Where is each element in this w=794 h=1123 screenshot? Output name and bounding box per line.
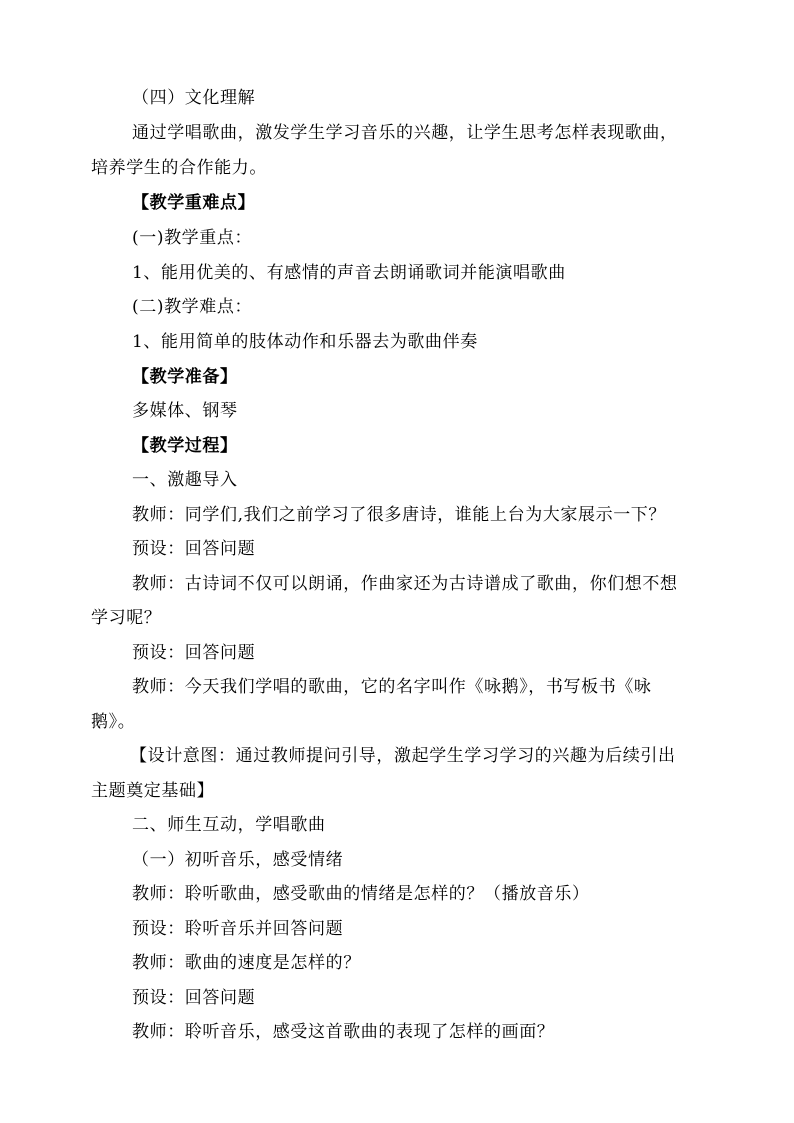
dialogue-line: 预设：回答问题 [132,643,256,663]
paragraph-line: 多媒体、钢琴 [132,401,238,421]
subheading-key-point: (一)教学重点： [132,228,253,248]
paragraph-line: 通过学唱歌曲，激发学生学习音乐的兴趣，让学生思考怎样表现歌曲， [132,123,678,143]
section-heading-interaction: 二、师生互动，学唱歌曲 [132,815,326,835]
dialogue-line: 教师：聆听歌曲，感受歌曲的情绪是怎样的？（播放音乐） [132,884,590,904]
dialogue-line: 学习呢？ [91,608,162,628]
design-intent-note: 【设计意图：通过教师提问引导，激起学生学习学习的兴趣为后续引出 [130,746,676,766]
heading-preparation: 【教学准备】 [132,367,238,387]
heading-process: 【教学过程】 [132,436,238,456]
design-intent-note: 主题奠定基础】 [91,781,215,801]
list-item: 1、能用简单的肢体动作和乐器去为歌曲伴奏 [132,332,478,352]
subheading-intro: 一、激趣导入 [132,470,238,490]
section-heading-culture: （四）文化理解 [132,88,256,108]
dialogue-line: 预设：聆听音乐并回答问题 [132,919,344,939]
dialogue-line: 教师：歌曲的速度是怎样的？ [132,953,361,973]
dialogue-line: 预设：回答问题 [132,539,256,559]
list-item: 1、能用优美的、有感情的声音去朗诵歌词并能演唱歌曲 [132,263,566,283]
heading-key-points: 【教学重难点】 [132,193,256,213]
subheading-difficulty: (二)教学难点： [132,297,253,317]
subheading-first-listen: （一）初听音乐，感受情绪 [132,850,344,870]
dialogue-line: 教师：同学们,我们之前学习了很多唐诗，谁能上台为大家展示一下？ [132,505,667,525]
dialogue-line: 教师：古诗词不仅可以朗诵，作曲家还为古诗谱成了歌曲，你们想不想 [132,574,678,594]
dialogue-line: 教师：聆听音乐，感受这首歌曲的表现了怎样的画面？ [132,1022,555,1042]
dialogue-line: 教师：今天我们学唱的歌曲，它的名字叫作《咏鹅》，书写板书《咏 [132,677,652,697]
dialogue-line: 鹅》。 [91,712,136,732]
paragraph-line: 培养学生的合作能力。 [91,158,267,178]
dialogue-line: 预设：回答问题 [132,988,256,1008]
